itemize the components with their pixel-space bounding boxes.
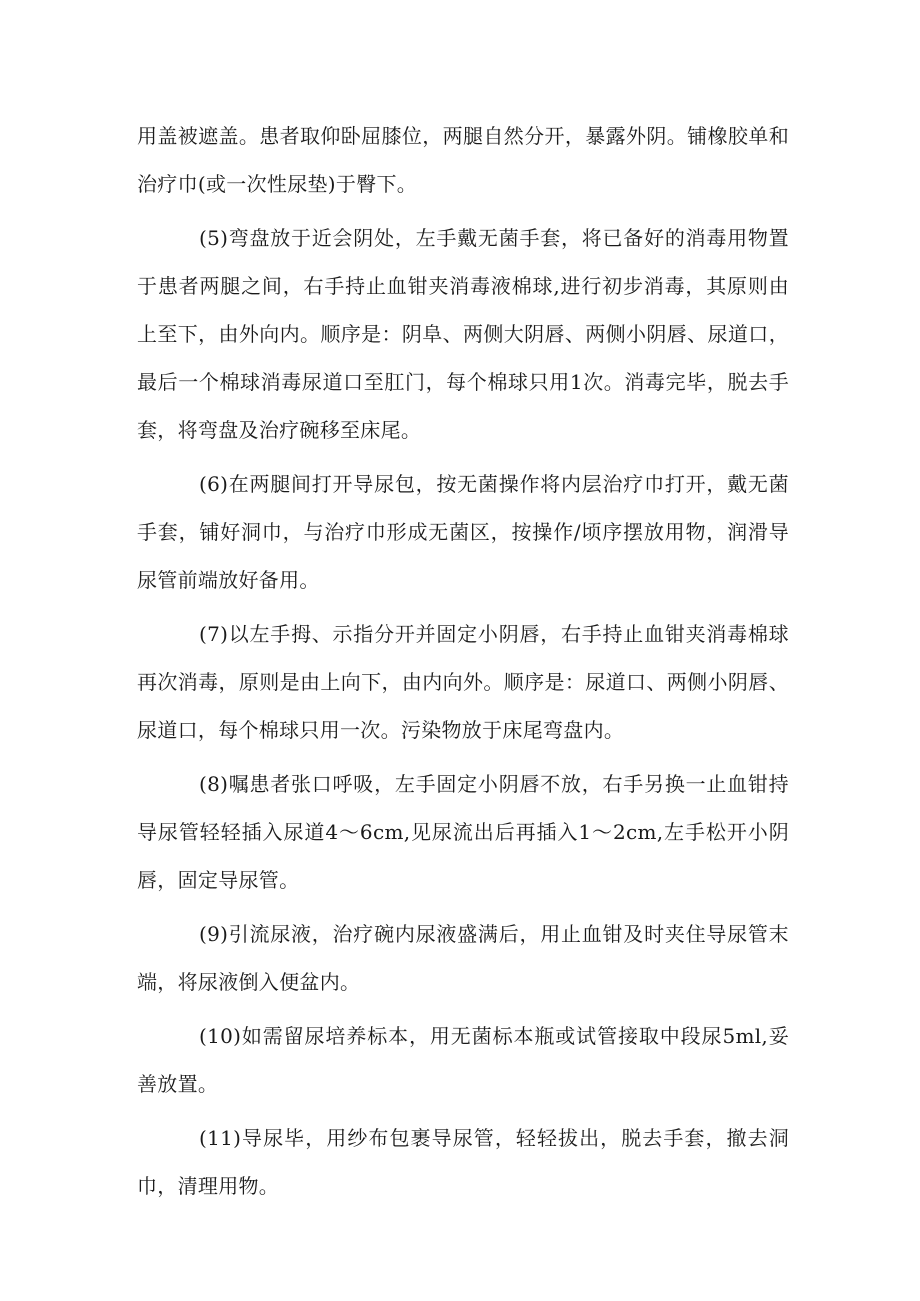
document-body: [137, 112, 789, 1210]
paragraph-continuation: 用盖被遮盖。患者取仰卧屈膝位，两腿自然分开，暴露外阴。铺橡胶单和治疗巾(或一次性尿垫)于臀下。: [137, 124, 789, 196]
paragraph-step-10: (10)如需留尿培养标本，用无菌标本瓶或试管接取中段尿5ml,妥善放置。: [137, 1024, 789, 1096]
paragraph-step-11: (11)导尿毕，用纱布包裹导尿管，轻轻拔出，脱去手套，撤去洞巾，清理用物。: [137, 1126, 789, 1198]
paragraph-step-5: (5)弯盘放于近会阴处，左手戴无菌手套，将已备好的消毒用物置于患者两腿之间，右手持止血钳夹消毒液棉球,进行初步消毒，其原则由上至下，由外向内。顺序是：阴阜、两侧大阴唇、两侧小阴唇、尿道口，最后一个棉球消毒尿道口至肛门，每个棉球只用1次。消毒完毕，脱去手套，将弯盘及治疗碗移至床尾。: [137, 226, 789, 442]
paragraph-step-7: (7)以左手拇、示指分开并固定小阴唇，右手持止血钳夹消毒棉球再次消毒，原则是由上向下，由内向外。顺序是：尿道口、两侧小阴唇、尿道口，每个棉球只用一次。污染物放于床尾弯盘内。: [137, 622, 789, 742]
paragraph-step-6: (6)在两腿间打开导尿包，按无菌操作将内层治疗巾打开，戴无菌手套，铺好洞巾，与治疗巾形成无菌区，按操作/顷序摆放用物，润滑导尿管前端放好备用。: [137, 472, 789, 592]
paragraph-step-9: (9)引流尿液，治疗碗内尿液盛满后，用止血钳及时夹住导尿管末端，将尿液倒入便盆内。: [137, 922, 789, 994]
paragraph-step-8: (8)嘱患者张口呼吸，左手固定小阴唇不放，右手另换一止血钳持导尿管轻轻插入尿道4～6cm,见尿流出后再插入1～2cm,左手松开小阴唇，固定导尿管。: [137, 772, 789, 892]
